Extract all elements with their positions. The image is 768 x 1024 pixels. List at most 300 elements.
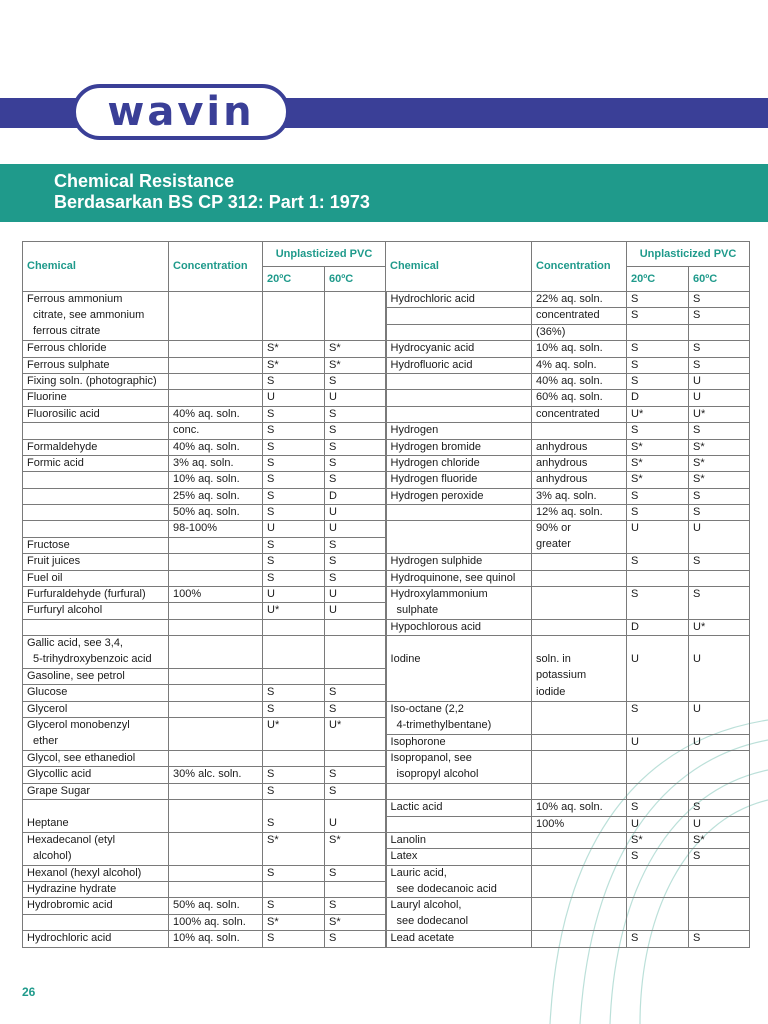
left-pvc-60c-cell: S [325,373,386,389]
left-pvc-20c-cell: S [263,816,325,832]
table-row [23,849,750,865]
left-pvc-60c-cell: S [325,472,386,488]
right-concentration-cell [532,636,627,652]
table-row [23,685,750,701]
left-chemical-cell [23,800,169,816]
right-chemical-cell: sulphate [386,603,532,619]
left-pvc-60c-cell: U [325,816,386,832]
left-chemical-cell: Furfuryl alcohol [23,603,169,619]
left-pvc-20c-cell [263,324,325,340]
right-chemical-cell: Iso-octane (2,2 [386,701,532,717]
right-pvc-20c-cell: S [627,587,689,603]
left-pvc-60c-cell [325,849,386,865]
table-row [23,882,750,898]
right-pvc-20c-cell: S [627,554,689,570]
right-chemical-cell: Latex [386,849,532,865]
right-chemical-cell [386,406,532,422]
table-row [23,800,750,816]
left-concentration-cell: conc. [169,423,263,439]
left-concentration-cell [169,832,263,848]
right-pvc-60c-cell [689,898,750,914]
left-chemical-cell: Hexadecanol (etyl [23,832,169,848]
right-chemical-cell [386,636,532,652]
table-row [23,898,750,914]
left-chemical-cell: 5-trihydroxybenzoic acid [23,652,169,668]
table-row [23,472,750,488]
left-pvc-60c-cell [325,652,386,668]
table-body [23,292,750,948]
left-pvc-60c-cell: S [325,767,386,783]
right-concentration-cell [532,587,627,603]
left-pvc-20c-cell: S [263,423,325,439]
left-pvc-60c-cell [325,308,386,324]
table-row [23,750,750,766]
right-pvc-60c-cell: S [689,554,750,570]
left-chemical-cell [23,914,169,930]
table-row [23,308,750,324]
table-row [23,668,750,684]
left-chemical-cell: Furfuraldehyde (furfural) [23,587,169,603]
table-row [23,587,750,603]
left-concentration-cell: 100% aq. soln. [169,914,263,930]
table-row [23,439,750,455]
left-chemical-cell: Heptane [23,816,169,832]
right-chemical-cell [386,324,532,340]
right-concentration-cell: 3% aq. soln. [532,488,627,504]
right-concentration-cell [532,898,627,914]
left-chemical-cell: Gallic acid, see 3,4, [23,636,169,652]
right-pvc-60c-cell [689,636,750,652]
left-pvc-60c-cell: S [325,865,386,881]
table-row [23,619,750,635]
header-pvc-group: Unplasticized PVC [627,242,750,267]
right-pvc-20c-cell: S [627,373,689,389]
left-concentration-cell [169,734,263,750]
left-pvc-20c-cell [263,882,325,898]
left-concentration-cell [169,308,263,324]
table-row [23,292,750,308]
left-chemical-cell: Hydrochloric acid [23,931,169,947]
left-chemical-cell: Glycol, see ethanediol [23,750,169,766]
left-concentration-cell [169,554,263,570]
left-pvc-20c-cell: S [263,439,325,455]
right-concentration-cell: potassium [532,668,627,684]
right-concentration-cell [532,619,627,635]
left-pvc-60c-cell: S [325,701,386,717]
right-chemical-cell [386,537,532,553]
left-chemical-cell [23,619,169,635]
right-pvc-60c-cell [689,570,750,586]
header-20c: 20ºC [627,267,689,292]
right-pvc-20c-cell: S* [627,472,689,488]
table-row [23,554,750,570]
right-pvc-20c-cell: S [627,505,689,521]
right-pvc-20c-cell: U [627,521,689,537]
right-concentration-cell: anhydrous [532,472,627,488]
left-pvc-60c-cell: U [325,505,386,521]
table-row [23,718,750,734]
table-row [23,537,750,553]
right-chemical-cell: isopropyl alcohol [386,767,532,783]
left-pvc-60c-cell: S [325,898,386,914]
right-pvc-60c-cell: S* [689,439,750,455]
right-chemical-cell: Lauric acid, [386,865,532,881]
left-chemical-cell [23,505,169,521]
right-concentration-cell: 22% aq. soln. [532,292,627,308]
right-chemical-cell: Hydrogen peroxide [386,488,532,504]
right-pvc-60c-cell [689,882,750,898]
left-chemical-cell: Ferrous ammonium [23,292,169,308]
right-concentration-cell: 60% aq. soln. [532,390,627,406]
right-pvc-60c-cell: U [689,701,750,717]
left-pvc-20c-cell: S* [263,341,325,357]
left-pvc-60c-cell: S [325,554,386,570]
left-pvc-60c-cell: S [325,685,386,701]
right-pvc-60c-cell: U* [689,406,750,422]
right-concentration-cell [532,882,627,898]
right-pvc-20c-cell: U [627,816,689,832]
right-concentration-cell [532,603,627,619]
right-pvc-20c-cell: S [627,292,689,308]
right-chemical-cell [386,308,532,324]
right-pvc-20c-cell: S* [627,455,689,471]
left-pvc-20c-cell: U* [263,718,325,734]
table-row [23,570,750,586]
header-concentration: Concentration [169,242,263,292]
header-pvc-group: Unplasticized PVC [263,242,386,267]
right-chemical-cell: Hydrocyanic acid [386,341,532,357]
right-chemical-cell: Hydrofluoric acid [386,357,532,373]
header-chemical: Chemical [386,242,532,292]
left-pvc-20c-cell: S [263,537,325,553]
right-pvc-20c-cell [627,537,689,553]
right-chemical-cell [386,685,532,701]
right-concentration-cell [532,914,627,930]
right-concentration-cell [532,832,627,848]
left-pvc-60c-cell: S [325,783,386,799]
right-pvc-60c-cell: S [689,849,750,865]
left-pvc-20c-cell [263,734,325,750]
left-pvc-20c-cell: S [263,373,325,389]
right-pvc-60c-cell: U [689,390,750,406]
left-chemical-cell [23,488,169,504]
header-60c: 60ºC [689,267,750,292]
left-concentration-cell [169,636,263,652]
right-pvc-60c-cell: S [689,308,750,324]
left-concentration-cell: 25% aq. soln. [169,488,263,504]
right-pvc-60c-cell: S [689,357,750,373]
left-pvc-60c-cell [325,882,386,898]
right-chemical-cell: Lauryl alcohol, [386,898,532,914]
right-chemical-cell: Lead acetate [386,931,532,947]
table-row [23,701,750,717]
right-chemical-cell [386,816,532,832]
right-pvc-60c-cell: U* [689,619,750,635]
right-chemical-cell: Hydrogen sulphide [386,554,532,570]
table-row [23,341,750,357]
left-concentration-cell: 40% aq. soln. [169,406,263,422]
left-concentration-cell [169,570,263,586]
right-pvc-20c-cell [627,570,689,586]
right-pvc-60c-cell [689,668,750,684]
left-pvc-20c-cell: S [263,783,325,799]
table-row [23,734,750,750]
left-pvc-20c-cell: S [263,505,325,521]
right-pvc-20c-cell [627,914,689,930]
left-concentration-cell [169,619,263,635]
left-pvc-60c-cell: S* [325,832,386,848]
left-pvc-60c-cell: U [325,587,386,603]
right-concentration-cell [532,734,627,750]
left-pvc-60c-cell: S* [325,341,386,357]
left-pvc-20c-cell: U [263,521,325,537]
left-pvc-20c-cell: S [263,685,325,701]
right-pvc-60c-cell [689,603,750,619]
left-chemical-cell: Fluorine [23,390,169,406]
right-pvc-20c-cell: D [627,619,689,635]
right-pvc-60c-cell: S [689,423,750,439]
right-chemical-cell: Hypochlorous acid [386,619,532,635]
table-row [23,767,750,783]
left-chemical-cell: ether [23,734,169,750]
right-pvc-20c-cell: S [627,308,689,324]
left-pvc-20c-cell [263,619,325,635]
right-concentration-cell [532,767,627,783]
right-pvc-60c-cell [689,914,750,930]
left-concentration-cell [169,865,263,881]
left-pvc-20c-cell: S* [263,914,325,930]
left-chemical-cell: Hexanol (hexyl alcohol) [23,865,169,881]
left-concentration-cell [169,685,263,701]
right-pvc-60c-cell: S [689,341,750,357]
right-chemical-cell: Iodine [386,652,532,668]
right-pvc-60c-cell [689,865,750,881]
left-concentration-cell [169,816,263,832]
right-chemical-cell: 4-trimethylbentane) [386,718,532,734]
right-pvc-20c-cell [627,324,689,340]
left-concentration-cell: 40% aq. soln. [169,439,263,455]
table-row [23,488,750,504]
header-60c: 60ºC [325,267,386,292]
right-concentration-cell: 40% aq. soln. [532,373,627,389]
right-pvc-60c-cell: U [689,816,750,832]
table-row [23,865,750,881]
table-row [23,357,750,373]
left-chemical-cell: Glycerol [23,701,169,717]
table-row [23,636,750,652]
page-number: 26 [22,985,36,999]
right-concentration-cell: 10% aq. soln. [532,341,627,357]
right-chemical-cell: Lactic acid [386,800,532,816]
left-chemical-cell: Hydrazine hydrate [23,882,169,898]
right-concentration-cell [532,701,627,717]
left-pvc-20c-cell: S [263,406,325,422]
left-concentration-cell [169,341,263,357]
left-concentration-cell [169,849,263,865]
left-concentration-cell [169,537,263,553]
right-concentration-cell: greater [532,537,627,553]
right-pvc-60c-cell [689,783,750,799]
table-row [23,390,750,406]
right-concentration-cell [532,718,627,734]
table-row [23,505,750,521]
left-concentration-cell [169,373,263,389]
right-chemical-cell: Isopropanol, see [386,750,532,766]
left-chemical-cell: Fluorosilic acid [23,406,169,422]
left-pvc-60c-cell: D [325,488,386,504]
left-chemical-cell: Gasoline, see petrol [23,668,169,684]
left-concentration-cell [169,603,263,619]
left-pvc-20c-cell [263,750,325,766]
left-chemical-cell: ferrous citrate [23,324,169,340]
right-pvc-20c-cell: S [627,488,689,504]
right-chemical-cell: see dodecanol [386,914,532,930]
table-row [23,603,750,619]
left-pvc-20c-cell: S [263,570,325,586]
left-pvc-60c-cell: S [325,406,386,422]
right-pvc-20c-cell: S [627,701,689,717]
right-pvc-60c-cell: S* [689,455,750,471]
right-chemical-cell [386,521,532,537]
right-pvc-60c-cell: S [689,931,750,947]
right-pvc-60c-cell: U [689,521,750,537]
right-chemical-cell: Hydrogen bromide [386,439,532,455]
right-pvc-20c-cell [627,685,689,701]
right-pvc-20c-cell [627,718,689,734]
right-chemical-cell [386,783,532,799]
table-row [23,324,750,340]
wavin-logo [72,84,290,140]
left-pvc-60c-cell: S [325,537,386,553]
left-concentration-cell: 3% aq. soln. [169,455,263,471]
header-concentration: Concentration [532,242,627,292]
left-pvc-20c-cell: U [263,587,325,603]
left-chemical-cell: Fructose [23,537,169,553]
left-chemical-cell: Formic acid [23,455,169,471]
page-subtitle: Berdasarkan BS CP 312: Part 1: 1973 [54,192,370,212]
right-concentration-cell: 12% aq. soln. [532,505,627,521]
table-row [23,816,750,832]
left-chemical-cell [23,423,169,439]
right-chemical-cell [386,390,532,406]
left-pvc-20c-cell: S [263,488,325,504]
right-pvc-60c-cell [689,324,750,340]
right-chemical-cell [386,373,532,389]
title-band [0,164,768,222]
right-pvc-60c-cell: S [689,292,750,308]
header-chemical: Chemical [23,242,169,292]
right-pvc-20c-cell [627,603,689,619]
left-concentration-cell [169,701,263,717]
left-pvc-20c-cell: S [263,701,325,717]
right-concentration-cell: anhydrous [532,455,627,471]
left-pvc-20c-cell: S [263,472,325,488]
table-row [23,455,750,471]
left-pvc-60c-cell: S [325,423,386,439]
right-pvc-60c-cell: S [689,505,750,521]
left-chemical-cell: Hydrobromic acid [23,898,169,914]
left-pvc-20c-cell: S* [263,357,325,373]
right-chemical-cell: Hydroquinone, see quinol [386,570,532,586]
left-pvc-60c-cell: U [325,390,386,406]
left-pvc-60c-cell [325,292,386,308]
left-pvc-20c-cell: S [263,865,325,881]
right-concentration-cell: 100% [532,816,627,832]
left-chemical-cell [23,521,169,537]
right-pvc-60c-cell: U [689,652,750,668]
left-chemical-cell: Fruit juices [23,554,169,570]
left-concentration-cell [169,750,263,766]
left-chemical-cell: Glycollic acid [23,767,169,783]
left-pvc-20c-cell: S [263,898,325,914]
left-chemical-cell [23,472,169,488]
left-pvc-20c-cell [263,652,325,668]
left-pvc-60c-cell: S [325,455,386,471]
left-pvc-60c-cell: U [325,521,386,537]
left-concentration-cell [169,718,263,734]
right-pvc-60c-cell: S [689,587,750,603]
left-pvc-60c-cell [325,619,386,635]
left-pvc-60c-cell [325,734,386,750]
right-pvc-60c-cell: S* [689,832,750,848]
left-pvc-60c-cell: U [325,603,386,619]
right-chemical-cell: see dodecanoic acid [386,882,532,898]
left-concentration-cell [169,652,263,668]
right-pvc-20c-cell [627,865,689,881]
left-pvc-20c-cell [263,292,325,308]
right-concentration-cell: anhydrous [532,439,627,455]
left-concentration-cell: 10% aq. soln. [169,472,263,488]
table-row [23,832,750,848]
right-concentration-cell [532,570,627,586]
page-title: Chemical Resistance [54,171,235,191]
left-pvc-20c-cell: S* [263,832,325,848]
right-concentration-cell: iodide [532,685,627,701]
left-pvc-20c-cell [263,636,325,652]
right-concentration-cell [532,849,627,865]
right-pvc-60c-cell [689,718,750,734]
chemical-resistance-table [22,241,750,948]
right-chemical-cell: Hydrogen [386,423,532,439]
left-pvc-20c-cell: S [263,455,325,471]
left-pvc-20c-cell: S [263,767,325,783]
left-pvc-60c-cell: S* [325,914,386,930]
table-row [23,406,750,422]
right-pvc-20c-cell [627,636,689,652]
left-chemical-cell: alcohol) [23,849,169,865]
table-row [23,783,750,799]
right-pvc-20c-cell: D [627,390,689,406]
right-pvc-60c-cell [689,750,750,766]
left-pvc-20c-cell: U [263,390,325,406]
left-concentration-cell: 50% aq. soln. [169,505,263,521]
right-pvc-60c-cell: S [689,488,750,504]
right-pvc-20c-cell: U* [627,406,689,422]
right-chemical-cell: Lanolin [386,832,532,848]
right-chemical-cell: Hydrogen fluoride [386,472,532,488]
left-pvc-60c-cell [325,800,386,816]
left-pvc-20c-cell [263,800,325,816]
left-pvc-60c-cell [325,324,386,340]
right-pvc-20c-cell: S [627,931,689,947]
right-pvc-20c-cell: S [627,357,689,373]
right-pvc-20c-cell: U [627,652,689,668]
right-pvc-20c-cell [627,750,689,766]
left-chemical-cell: Ferrous chloride [23,341,169,357]
left-pvc-20c-cell [263,849,325,865]
right-concentration-cell [532,750,627,766]
left-chemical-cell: Glycerol monobenzyl [23,718,169,734]
